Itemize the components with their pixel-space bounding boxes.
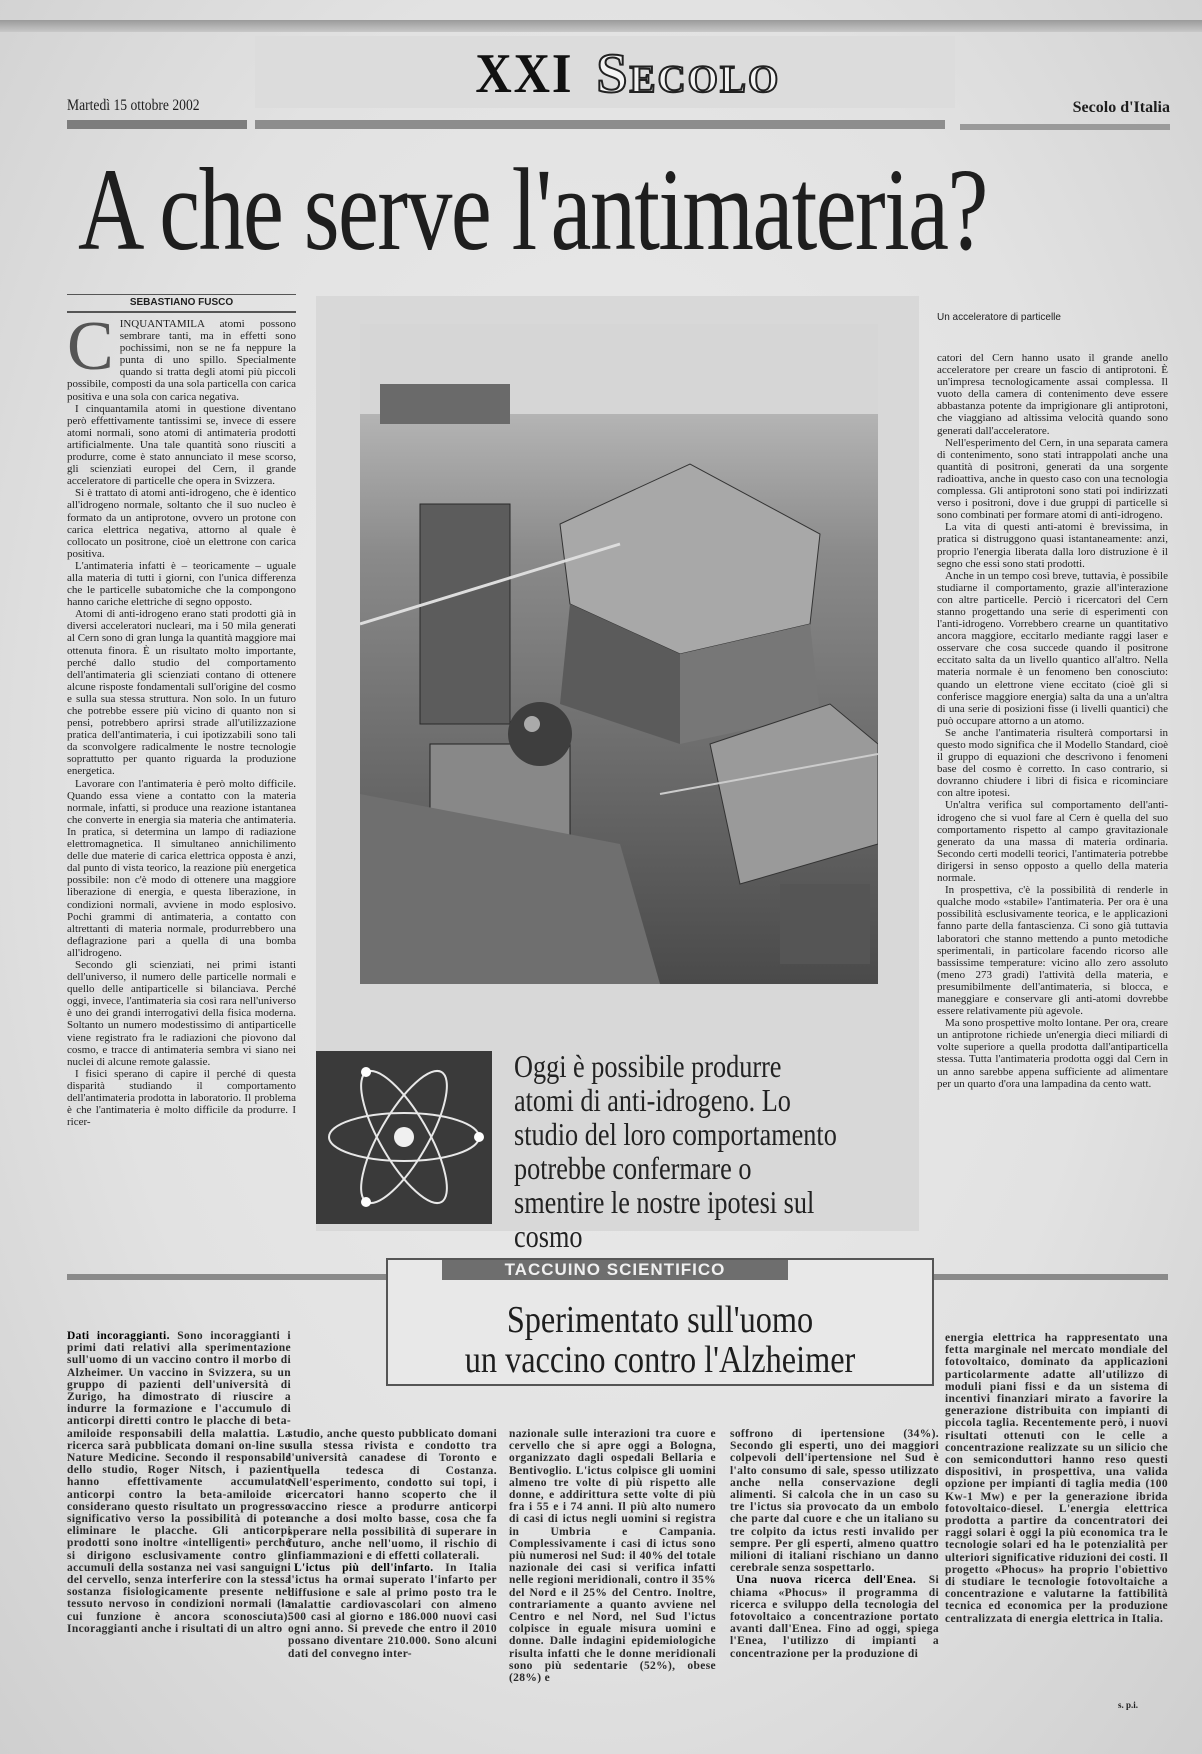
headline-line-2: un vaccino contro l'Alzheimer [464, 1339, 856, 1381]
brief-paragraph [288, 1562, 497, 1660]
brief-paragraph: energia elettrica ha rappresentato una fetta marginale nel mercato mondiale del fotovoltaico, dominato da applicazioni particolarmente adatte all'utilizzo di moduli piani fissi e da un sistema di incentivi finanziari mirato a favorire la generazione distribuita con impianti di piccola taglia. Recentemente però, i nuovi risultati ottenuti con le celle a concentrazione realizzate su un silicio che con semiconduttori hanno reso questi dispositivi, in prospettiva, una valida opzione per impianti di taglia media (100 Kw-1 Mw) e per la generazione ibrida fotovoltaico-diesel. L'energia elettrica prodotta a partire da concentratori dei raggi solari è oggi la più economica tra le tecnologie solari ed ha le potenzialità per ulteriori significative riduzioni dei costi. Il progetto «Phocus» ha proprio l'obiettivo di studiare le tecnologie fotovoltaiche a concentrazione e valutarne la fattibilità tecnica ed economica per la produzione centralizzata di energia elettrica in Italia. [945, 1332, 1168, 1625]
accelerator-photo [360, 324, 878, 984]
logo-xxi: XXI [475, 43, 573, 105]
article-paragraph: Nell'esperimento del Cern, in una separata camera di contenimento, sono stati intrappolati anche una quantità di positroni, generati da una sorgente radioattiva, anche in questo caso con una tecnologia complessa. Gli antiprotoni sono stati poi indirizzati verso i positroni, dove i due gruppi di particelle si sono combinati per formare atomi di anti-idrogeno. [937, 436, 1168, 522]
brief-lead: L'ictus più dell'infarto. [294, 1562, 434, 1575]
pull-quote: Oggi è possibile produrre atomi di anti-idrogeno. Lo studio del loro comportamento potrebbe confermare o smentire le nostre ipotesi sul cosmo [514, 1048, 837, 1254]
article-left-column [67, 318, 296, 1228]
author-signature: s. p.i. [1118, 1700, 1139, 1710]
brief-text: In Italia l'ictus ha ormai superato l'infarto per diffusione e sale al primo posto tra le malattie cardiovascolari con almeno 500 casi al giorno e 186.000 nuovi casi ogni anno. Si prevede che entro il 2010 possano diventare 210.000. Sono alcuni dati del convegno inter- [288, 1562, 497, 1660]
article-paragraph: In prospettiva, c'è la possibilità di renderle in qualche modo «stabile» l'antimateria. Per ora è una possibilità esclusivamente teorica, e le applicazioni fanno parte della fantascienza. Ci sono già tuttavia laboratori che stanno mettendo a punto metodiche sperimentali, in particolare facendo ricorso alle bassissime temperature: vicino allo zero assoluto (meno 273 gradi) l'attività della materia, e presumibilmente dell'antimateria, si blocca, e maneggiare e conservare gli anti-atomi dovrebbe essere relativamente più agevole. [937, 884, 1168, 1018]
taccuino-headline [427, 1300, 893, 1380]
taccuino-column-2 [288, 1428, 497, 1704]
article-paragraph [67, 318, 296, 403]
brief-lead: Dati incoraggianti. [67, 1330, 170, 1342]
article-paragraph: Anche in un tempo così breve, tuttavia, è possibile studiarne il comportamento, grazie all'interazione con altre particelle. Perciò i ricercatori del Cern stanno progettando una serie di esperimenti con l'anti-idrogeno. Vorrebbero crearne un quantitativo ancora maggiore, eccitarlo mediante raggi laser e osservare che cosa succede quando il positrone eccitato salta da un livello quantico all'altro. Nella materia normale è un fenomeno ben conosciuto: quando un elettrone viene eccitato (cioè gli si conferisce maggiore energia) salta da una a un'altra di una serie di posizioni fisse (i livelli quantici) che può occupare attorno a un atomo. [937, 569, 1168, 727]
byline: SEBASTIANO FUSCO [129, 297, 234, 308]
logo-secolo: Secolo [596, 43, 781, 105]
taccuino-column-3 [509, 1428, 716, 1704]
article-paragraph: Ma sono prospettive molto lontane. Per ora, creare un antiprotone richiede un'energia dieci miliardi di volte superiore a quella prodotta dall'antiparticella stessa. Tutta l'antimateria prodotta oggi dal Cern in un anno sarebbe appena sufficiente ad alimentare per un quarto d'ora una lampadina da cento watt. [937, 1017, 1168, 1090]
article-paragraph: I cinquantamila atomi in questione diventano però effettivamente tantissimi se, invece di essere atomi normali, sono atomi di antimateria prodotti artificialmente. Una tale quantità sono riusciti a produrre, come è stato annunciato il mese scorso, gli scienziati europei del Cern, il grande acceleratore di particelle che opera in Svizzera. [67, 402, 296, 488]
taccuino-column-1 [67, 1330, 291, 1702]
brief-paragraph: nazionale sulle interazioni tra cuore e cervello che si apre oggi a Bologna, organizzato dagli ospedali Bellaria e Bentivoglio. L'ictus colpisce gli uomini almeno tre volte di più rispetto alle donne, e addirittura sette volte di più fra i 55 e i 74 anni. Il più alto numero di casi di ictus negli uomini si registra in Umbria e Campania. Complessivamente i casi di ictus sono più numerosi nel Sud: il 40% del totale nazionale dei casi si verifica infatti nelle regioni meridionali, contro il 35% del Nord e il 25% del Centro. Inoltre, contrariamente a quanto avviene nel Centro e nel Nord, nel Sud l'ictus colpisce in eguale misura uomini e donne. Dalle indagini epidemiologiche risulta infatti che le donne meridionali sono più sedentarie (52%), obese (28%) e [509, 1428, 716, 1685]
section-label: TACCUINO SCIENTIFICO [442, 1260, 788, 1280]
brief-text: Si chiama «Phocus» il programma di ricerca e sviluppo della tecnologia del fotovoltaico a concentrazione portato avanti dall'Enea. Fino ad oggi, spiega l'Enea, l'utilizzo di impianti a concentrazione per la produzione di [730, 1574, 939, 1660]
brief-paragraph [67, 1330, 291, 1635]
brief-text: Sono incoraggianti i primi dati relativi alla sperimentazione sull'uomo di un vaccino contro il morbo di Alzheimer. Un vaccino in Svizzera, su un gruppo di pazienti dell'università di Zurigo, ha dimostrato di riuscire a indurre la formazione e l'accumulo di anticorpi diretti contro le placche di beta-amiloide responsabili della malattia. La ricerca sarà pubblicata domani on-line su Nature Medicine. Secondo il responsabile dello studio, Roger Nitsch, i pazienti hanno effettivamente accumulato anticorpi contro la beta-amiloide e considerano questo risultato un progresso significativo verso la possibilità di poter eliminare le placche. Gli anticorpi prodotti sono inoltre «intelligenti» perché si dirigono esclusivamente contro gli accumuli della sostanza nei vasi sanguigni del cervello, senza interferire con la stessa sostanza fisiologicamente presente nel tessuto nervoso in condizioni normali (la cui funzione è ancora sconosciuta). Incoraggianti anche i risultati di un altro [67, 1330, 291, 1635]
paper-name: Secolo d'Italia [1072, 99, 1170, 116]
headline-line-1: Sperimentato sull'uomo [506, 1299, 814, 1341]
divider [255, 120, 945, 129]
article-paragraph: Atomi di anti-idrogeno erano stati prodotti già in diversi acceleratori nucleari, ma i 50 mila generati al Cern sono di gran lunga la quantità maggiore mai ottenuta finora. È un risultato molto importante, perché dallo studio del comportamento dell'antimateria gli scienziati contano di ottenere alcune risposte fondamentali sull'origine del cosmo e sulla sua stessa struttura. Non solo. In un futuro che potrebbe essere più vicino di quanto non si pensi, potrebbero aprirsi strade all'utilizzazione pratica dell'antimateria, i cui ipotizzabili sono tali da sconvolgere radicalmente le nostre tecnologie soprattutto per quanto riguarda la produzione energetica. [67, 608, 296, 778]
divider [67, 294, 296, 295]
photo-caption: Un acceleratore di particelle [937, 312, 1061, 323]
divider [960, 124, 1170, 130]
taccuino-column-4 [730, 1428, 939, 1704]
brief-paragraph [730, 1574, 939, 1659]
divider [67, 1274, 387, 1280]
lead-text: atomi possono sembrare tanti, ma in effetti sono pochissimi, non se ne fa neppure la punta di uno spillo. Specialmente quando si tratta degli atomi più piccoli possibile, composti da una sola particella con carica positiva e una sola con carica negativa. [67, 318, 296, 403]
lead-caps: INQUANTAMILA [119, 318, 205, 330]
article-paragraph: Secondo gli scienziati, nei primi istanti dell'universo, il numero delle particelle normali e quello delle antiparticelle si bilanciava. Perché oggi, invece, l'antimateria sia così rara nell'universo è uno dei grandi interrogativi della fisica moderna. Soltanto un numero modestissimo di antiparticelle viene registrato fra le radiazioni che piovono dal cosmo, e tracce di antimateria sembra vi siano nei nuclei di alcune remote galassie. [67, 958, 296, 1068]
drop-cap: C [67, 318, 114, 385]
article-paragraph: catori del Cern hanno usato il grande anello acceleratore per creare un fascio di antiprotoni. È un'impresa tecnologicamente assai complessa. Il vuoto della camera di contenimento deve essere abbastanza potente da imprigionare gli antiprotoni, che viaggiano ad altissima velocità quando sono generati dall'acceleratore. [937, 352, 1168, 437]
divider [934, 1274, 1168, 1280]
brief-paragraph: studio, anche questo pubblicato domani sulla stessa rivista e condotto tra l'università canadese di Toronto e quella tedesca di Costanza. Nell'esperimento, condotto sui topi, i ricercatori hanno scoperto che il vaccino riesce a produrre anticorpi anche a dosi molto basse, cosa che fa sperare nella possibilità di superare in futuro, anche nell'uomo, il rischio di infiammazioni e di effetti collaterali. [288, 1428, 497, 1563]
article-paragraph: Lavorare con l'antimateria è però molto difficile. Quando essa viene a contatto con la materia normale, infatti, si produce una reazione istantanea che converte in energia sia materia che antimateria. In pratica, si determina un lampo di radiazione elettromagnetica. Il simultaneo annichilimento delle due materie di carica elettrica opposta è anzi, dal punto di vista teorico, la reazione più energetica possibile: non c'è modo di ottenere una maggiore liberazione di energia, e questa liberazione, in condizioni normali, avviene in modo esplosivo. Pochi grammi di antimateria, a contatto con altrettanti di materia normale, produrrebbero una deflagrazione pari a quella di una bomba all'idrogeno. [67, 777, 296, 959]
article-paragraph: La vita di questi anti-atomi è brevissima, in pratica si distruggono quasi istantaneamente: anzi, proprio l'energia liberata dalla loro distruzione è il segno che essi sono stati prodotti. [937, 521, 1168, 570]
article-right-column [937, 352, 1168, 1232]
article-paragraph: Si è trattato di atomi anti-idrogeno, che è identico all'idrogeno normale, soltanto che il suo nucleo è formato da un antiprotone, ovvero un protone con carica elettrica negativa, attorno al quale è collocato un positrone, cioè un elettrone con carica positiva. [67, 487, 296, 560]
brief-lead: Una nuova ricerca dell'Enea. [736, 1574, 917, 1587]
brief-paragraph: soffrono di ipertensione (34%). Secondo gli esperti, uno dei maggiori colpevoli dell'ipertensione nel Sud è l'alto consumo di sale, spesso utilizzato anche nella conservazione degli alimenti. Si calcola che in un caso su tre l'ictus sia provocato da un embolo che parte dal cuore e che un italiano su tre colpito da ictus resti invalido per sempre. Per gli esperti, almeno quattro milioni di italiani rischiano un danno cerebrale senza sospettarlo. [730, 1428, 939, 1575]
article-paragraph: Un'altra verifica sul comportamento dell'anti-idrogeno che si vuol fare al Cern è quella del suo comportamento rispetto al campo gravitazionale generato da una massa di materia ordinaria. Secondo certi modelli teorici, l'antimateria potrebbe dirigersi in senso opposto a quello della materia normale. [937, 799, 1168, 885]
article-paragraph: I fisici sperano di capire il perché di questa disparità studiando il comportamento dell'antimateria prodotta in laboratorio. Il problema è che l'antimateria è molto difficile da produrre. I ricer- [67, 1067, 296, 1129]
article-headline: A che serve l'antimateria? [78, 144, 987, 275]
divider [67, 120, 247, 129]
masthead-logo [400, 44, 850, 104]
article-paragraph: L'antimateria infatti è – teoricamente – uguale alla materia di tutti i giorni, con l'unica differenza che le particelle subatomiche che la compongono hanno cariche elettriche di segno opposto. [67, 559, 296, 609]
top-band [0, 20, 1202, 32]
issue-date: Martedì 15 ottobre 2002 [67, 97, 200, 114]
divider [67, 311, 296, 313]
article-paragraph: Se anche l'antimateria risulterà comportarsi in questo modo significa che il Modello Standard, cioè il gruppo di equazioni che descrivono i fenomeni base del cosmo è corretto. In caso contrario, si dovranno chiudere i libri di fisica e ricominciare con altre ipotesi. [937, 726, 1168, 800]
taccuino-column-5 [945, 1332, 1168, 1704]
atom-illustration [316, 1051, 492, 1224]
